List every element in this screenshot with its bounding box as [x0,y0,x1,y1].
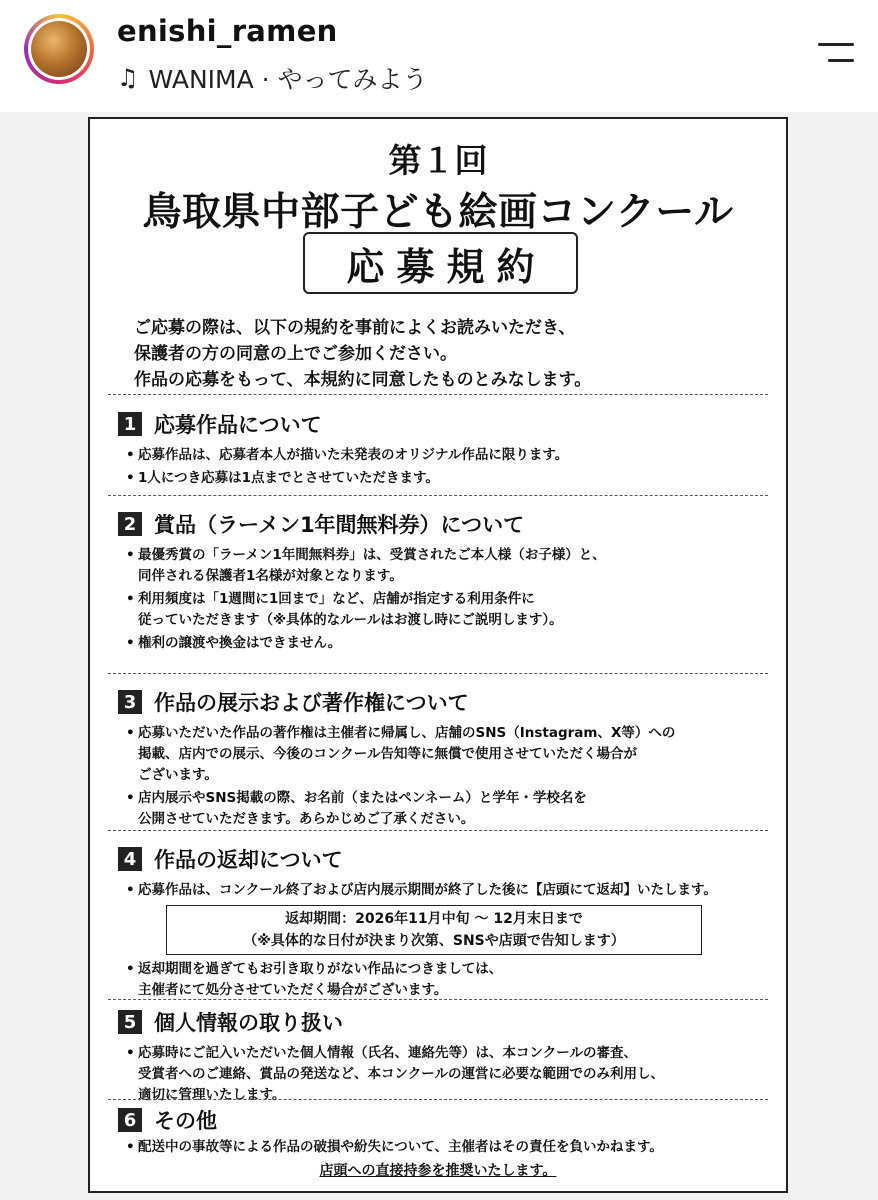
bullet-item: • 応募いただいた作品の著作権は主催者に帰属し、店舗のSNS（Instagram、X等）への 掲載、店内での展示、今後のコンクール告知等に無償で使用させていただく場合が ございます。 [126,725,676,783]
section-number: 6 [118,1108,142,1132]
poster-edition: 第１回 [388,141,488,180]
music-note-icon: ♫ [117,64,139,92]
divider [108,495,768,496]
bullet-item: • 応募作品は、コンクール終了および店内展示期間が終了した後に【店頭にて返却】いたします。 [126,882,717,898]
post-header [0,0,878,112]
section-title: 賞品（ラーメン1年間無料券）について [154,513,525,537]
avatar-image [31,21,87,77]
bullet-item: • 権利の譲渡や換金はできません。 [126,635,342,651]
avatar[interactable] [24,14,94,84]
bullet-item: • 返却期間を過ぎてもお引き取りがない作品につきましては、 主催者にて処分させていただく場合がございます。 [126,961,503,998]
bullet-item: • 1人につき応募は1点までとさせていただきます。 [126,470,439,486]
bullet-item: • 店内展示やSNS掲載の際、お名前（またはペンネーム）と学年・学校名を 公開させていただきます。あらかじめご了承ください。 [126,790,587,827]
divider [108,394,768,395]
bullet-item: • 配送中の事故等による作品の破損や紛失について、主催者はその責任を負いかねます。 [126,1139,663,1155]
section-number: 3 [118,690,142,714]
divider [108,999,768,1000]
section-4 [118,844,768,1003]
section-title: 応募作品について [154,413,322,437]
divider [108,1099,768,1100]
section-title: 作品の展示および著作権について [154,691,469,715]
delivery-recommendation: 店頭への直接持参を推奨いたします。 [319,1163,557,1179]
section-2 [118,509,768,656]
bullet-item: • 利用頻度は「1週間に1回まで」など、店舗が指定する利用条件に 従っていただきます（※具体的なルールはお渡し時にご説明します）。 [126,591,563,628]
section-1 [118,409,768,491]
rules-poster [88,117,788,1193]
section-title: 作品の返却について [154,848,343,872]
section-number: 5 [118,1010,142,1034]
section-number: 1 [118,412,142,436]
bullet-item: • 応募時にご記入いただいた個人情報（氏名、連絡先等）は、本コンクールの審査、 受賞者へのご連絡、賞品の発送など、本コンクールの運営に必要な範囲でのみ利用し、 適切に管理いたします。 [126,1045,664,1103]
bullet-item: • 最優秀賞の「ラーメン1年間無料券」は、受賞されたご本人様（お子様）と、 同伴される保護者1名様が対象となります。 [126,547,606,584]
section-number: 4 [118,847,142,871]
rules-heading: 応募規約 [303,232,578,294]
section-title: その他 [154,1109,217,1133]
section-number: 2 [118,512,142,536]
bullet-item: • 応募作品は、応募者本人が描いた未発表のオリジナル作品に限ります。 [126,447,569,463]
section-5 [118,1007,768,1108]
divider [108,830,768,831]
section-6 [118,1105,768,1180]
username[interactable]: enishi_ramen [117,14,338,48]
song-info[interactable] [117,60,428,96]
poster-title: 鳥取県中部子ども絵画コンクール [142,190,734,235]
section-3 [118,687,768,832]
section-title: 個人情報の取り扱い [154,1011,343,1035]
divider [108,673,768,674]
menu-icon[interactable] [812,40,854,64]
intro-text: ご応募の際は、以下の規約を事前によくお読みいただき、 保護者の方の同意の上でご参加ください。 作品の応募をもって、本規約に同意したものとみなします。 [134,318,592,390]
return-period-box: 返却期間：2026年11月中旬 〜 12月末日まで （※具体的な日付が決まり次第、SNSや店頭で告知します） [166,905,702,955]
song-label: WANIMA · やってみよう [148,65,428,94]
